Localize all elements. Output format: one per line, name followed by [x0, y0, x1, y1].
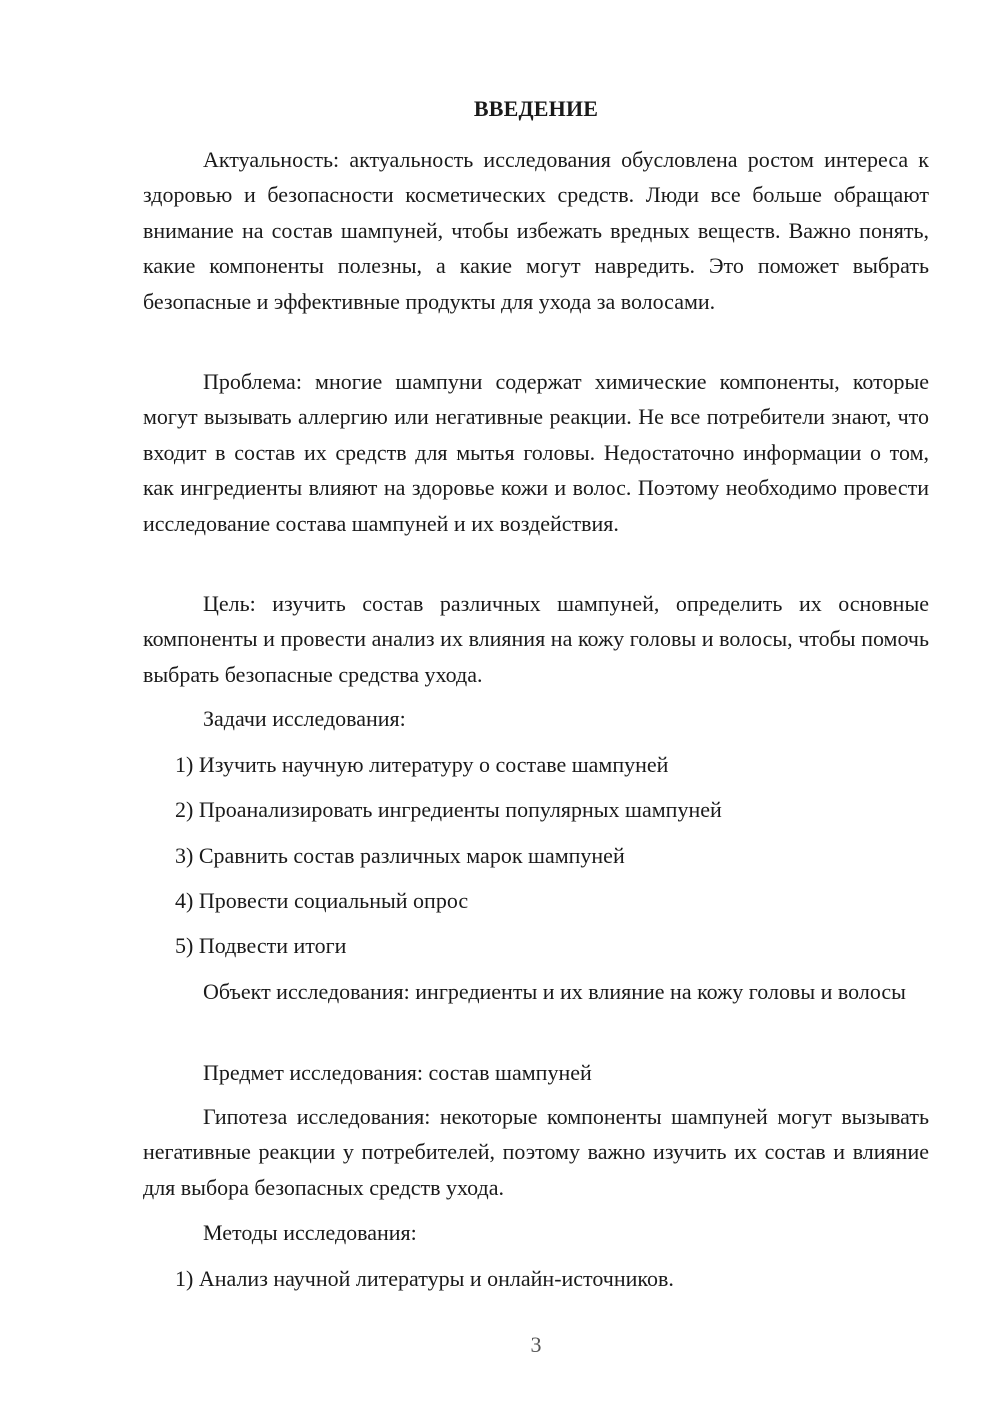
page-number: 3 — [530, 1332, 542, 1357]
section-title: ВВЕДЕНИЕ — [473, 96, 599, 121]
goal-paragraph: Цель: изучить состав различных шампуней, определить их основные компоненты и провести анализ их влияния на кожу головы и волосы, чтобы помочь выбрать безопасные средства ухода. — [143, 591, 929, 687]
task-item: 2) Проанализировать ингредиенты популярных шампуней — [175, 797, 722, 822]
relevance-paragraph: Актуальность: актуальность исследования обусловлена ростом интереса к здоровью и безопасности косметических средств. Люди все больше обращают внимание на состав шампуней, чтобы избежать вредных веществ. Важно понять, какие компоненты полезны, а какие могут навредить. Это поможет выбрать безопасные и эффективные продукты для ухода за волосами. — [143, 147, 929, 314]
methods-heading: Методы исследования: — [203, 1220, 417, 1245]
task-item: 3) Сравнить состав различных марок шампуней — [175, 843, 625, 868]
method-item: 1) Анализ научной литературы и онлайн-источников. — [175, 1266, 674, 1291]
subject-line: Предмет исследования: состав шампуней — [203, 1060, 592, 1085]
task-item: 1) Изучить научную литературу о составе шампуней — [175, 752, 669, 777]
task-item: 4) Провести социальный опрос — [175, 888, 469, 913]
hypothesis-paragraph: Гипотеза исследования: некоторые компоненты шампуней могут вызывать негативные реакции у потребителей, поэтому важно изучить их состав и влияние для выбора безопасных средств ухода. — [143, 1104, 929, 1200]
object-paragraph: Объект исследования: ингредиенты и их влияние на кожу головы и волосы — [203, 979, 906, 1004]
task-item: 5) Подвести итоги — [175, 933, 347, 958]
problem-paragraph: Проблема: многие шампуни содержат химические компоненты, которые могут вызывать аллергию или негативные реакции. Не все потребители знают, что входит в состав их средств для мытья головы. Недостаточно информации о том, как ингредиенты влияют на здоровье кожи и волос. Поэтому необходимо провести исследование состава шампуней и их воздействия. — [143, 369, 929, 536]
tasks-heading: Задачи исследования: — [203, 706, 406, 731]
